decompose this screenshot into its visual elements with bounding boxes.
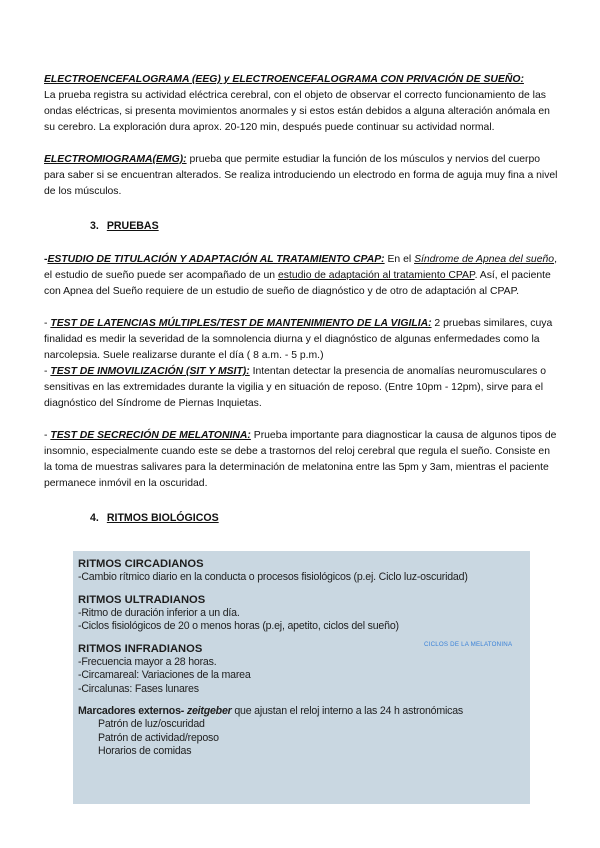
infradianos-item: -Circalunas: Fases lunares bbox=[78, 682, 199, 695]
infradianos-item: -Circamareal: Variaciones de la marea bbox=[78, 669, 251, 682]
circadianos-section bbox=[78, 557, 530, 585]
melatonina-paragraph bbox=[44, 428, 560, 492]
infradianos-title: RITMOS INFRADIANOS bbox=[78, 642, 203, 655]
titulacion-text-2: , el estudio de sueño puede ser acompañado de un bbox=[44, 254, 557, 281]
latencias-dash: - bbox=[44, 318, 51, 329]
marcadores-item: Horarios de comidas bbox=[98, 745, 192, 758]
apnea-link[interactable]: Síndrome de Apnea del sueño bbox=[414, 254, 555, 265]
eeg-text: La prueba registra su actividad eléctrica cerebral, con el objeto de observar el correcto funcionamiento de las ondas eléctricas, si presenta movimientos anormales y si estos están debidos a alguna alteración anómala en su cerebro. La exploración dura aprox. 20-120 min, después puede continuar su actividad normal. bbox=[44, 90, 550, 133]
ultradianos-title: RITMOS ULTRADIANOS bbox=[78, 593, 206, 606]
latencias-title: TEST DE LATENCIAS MÚLTIPLES/TEST DE MANTENIMIENTO DE LA VIGILIA: bbox=[50, 318, 432, 329]
titulacion-text-1: En el bbox=[384, 254, 415, 265]
marcadores-label: Marcadores externos- bbox=[78, 704, 187, 717]
section-4-heading bbox=[90, 510, 560, 526]
infradianos-item: -Frecuencia mayor a 28 horas. bbox=[78, 655, 217, 668]
inmovilizacion-paragraph bbox=[44, 364, 560, 412]
cpap-link[interactable]: estudio de adaptación al tratamiento CPAP bbox=[277, 270, 475, 281]
section-3-heading bbox=[90, 218, 560, 234]
eeg-title: ELECTROENCEFALOGRAMA (EEG) y ELECTROENCEFALOGRAMA CON PRIVACIÓN DE SUEÑO: bbox=[44, 74, 524, 85]
ultradianos-item: -Ciclos fisiológicos de 20 o menos horas (p.ej, apetito, ciclos del sueño) bbox=[78, 620, 399, 633]
titulacion-text-3: . Así, el paciente con Apnea del Sueño requiere de un estudio de sueño de diagnóstico y de otro de adaptación al CPAP. bbox=[44, 270, 551, 297]
latencias-text: 2 pruebas similares, cuya finalidad es medir la severidad de la somnolencia diurna y el diagnóstico de algunas enfermedades como la narcolepsia. Suele realizarse durante el día ( 8 a.m. - 5 p.m.) bbox=[44, 318, 553, 361]
latencias-paragraph bbox=[44, 316, 560, 364]
section-4-title: RITMOS BIOLÓGICOS bbox=[106, 512, 219, 524]
ultradianos-section bbox=[78, 593, 530, 634]
eeg-paragraph bbox=[44, 72, 560, 136]
inmovilizacion-text: Intentan detectar la presencia de anomalías neuromusculares o sensitivas en las extremidades durante la vigilia y en situación de reposo. (Entre 10pm - 12pm), sirve para el diagnóstico del Síndrome de Piernas Inquietas. bbox=[44, 366, 547, 409]
melatonina-dash: - bbox=[44, 430, 51, 441]
ciclos-melatonina-link[interactable]: CICLOS DE LA MELATONINA bbox=[424, 641, 513, 648]
melatonina-title: TEST DE SECRECIÓN DE MELATONINA: bbox=[50, 430, 251, 441]
melatonina-text: Prueba importante para diagnosticar la causa de algunos tipos de insomnio, especialmente cuando este se debe a trastornos del reloj cerebral que regula el sueño. Consiste en la toma de muestras salivares para la determinación de melatonina entre las 5pm y 3am, mientras el paciente permanece inmóvil en la oscuridad. bbox=[44, 430, 557, 489]
section-3-title: PRUEBAS bbox=[106, 220, 159, 232]
marcadores-item: Patrón de luz/oscuridad bbox=[98, 718, 205, 731]
marcadores-section bbox=[78, 705, 530, 759]
emg-title: ELECTROMIOGRAMA(EMG): bbox=[44, 154, 187, 165]
section-4-number: 4. bbox=[90, 512, 99, 524]
circadianos-title: RITMOS CIRCADIANOS bbox=[78, 558, 204, 570]
marcadores-text: que ajustan el reloj interno a las 24 h astronómicas bbox=[231, 704, 464, 717]
titulacion-title: ESTUDIO DE TITULACIÓN Y ADAPTACIÓN AL TRATAMIENTO CPAP: bbox=[47, 254, 385, 265]
section-3-number: 3. bbox=[90, 220, 99, 232]
circadianos-item: -Cambio rítmico diario en la conducta o procesos fisiológicos (p.ej. Ciclo luz-oscuridad) bbox=[78, 571, 468, 583]
inmovilizacion-title: TEST DE INMOVILIZACIÓN (SIT Y MSIT): bbox=[50, 366, 250, 377]
marcadores-item: Patrón de actividad/reposo bbox=[98, 731, 219, 744]
emg-paragraph bbox=[44, 152, 560, 200]
inmovilizacion-dash: - bbox=[44, 366, 51, 377]
ritmos-biologicos-figure bbox=[73, 551, 530, 804]
titulacion-dash: - bbox=[44, 254, 48, 265]
zeitgeber-term: zeitgeber bbox=[186, 704, 232, 717]
document-body bbox=[44, 72, 560, 544]
emg-text: prueba que permite estudiar la función de los músculos y nervios del cuerpo para saber si se encuentran alterados. Se realiza introduciendo un electrodo en forma de aguja muy fina a nivel de los músculos. bbox=[44, 154, 558, 197]
ultradianos-item: -Ritmo de duración inferior a un día. bbox=[78, 606, 240, 619]
titulacion-paragraph bbox=[44, 252, 560, 300]
